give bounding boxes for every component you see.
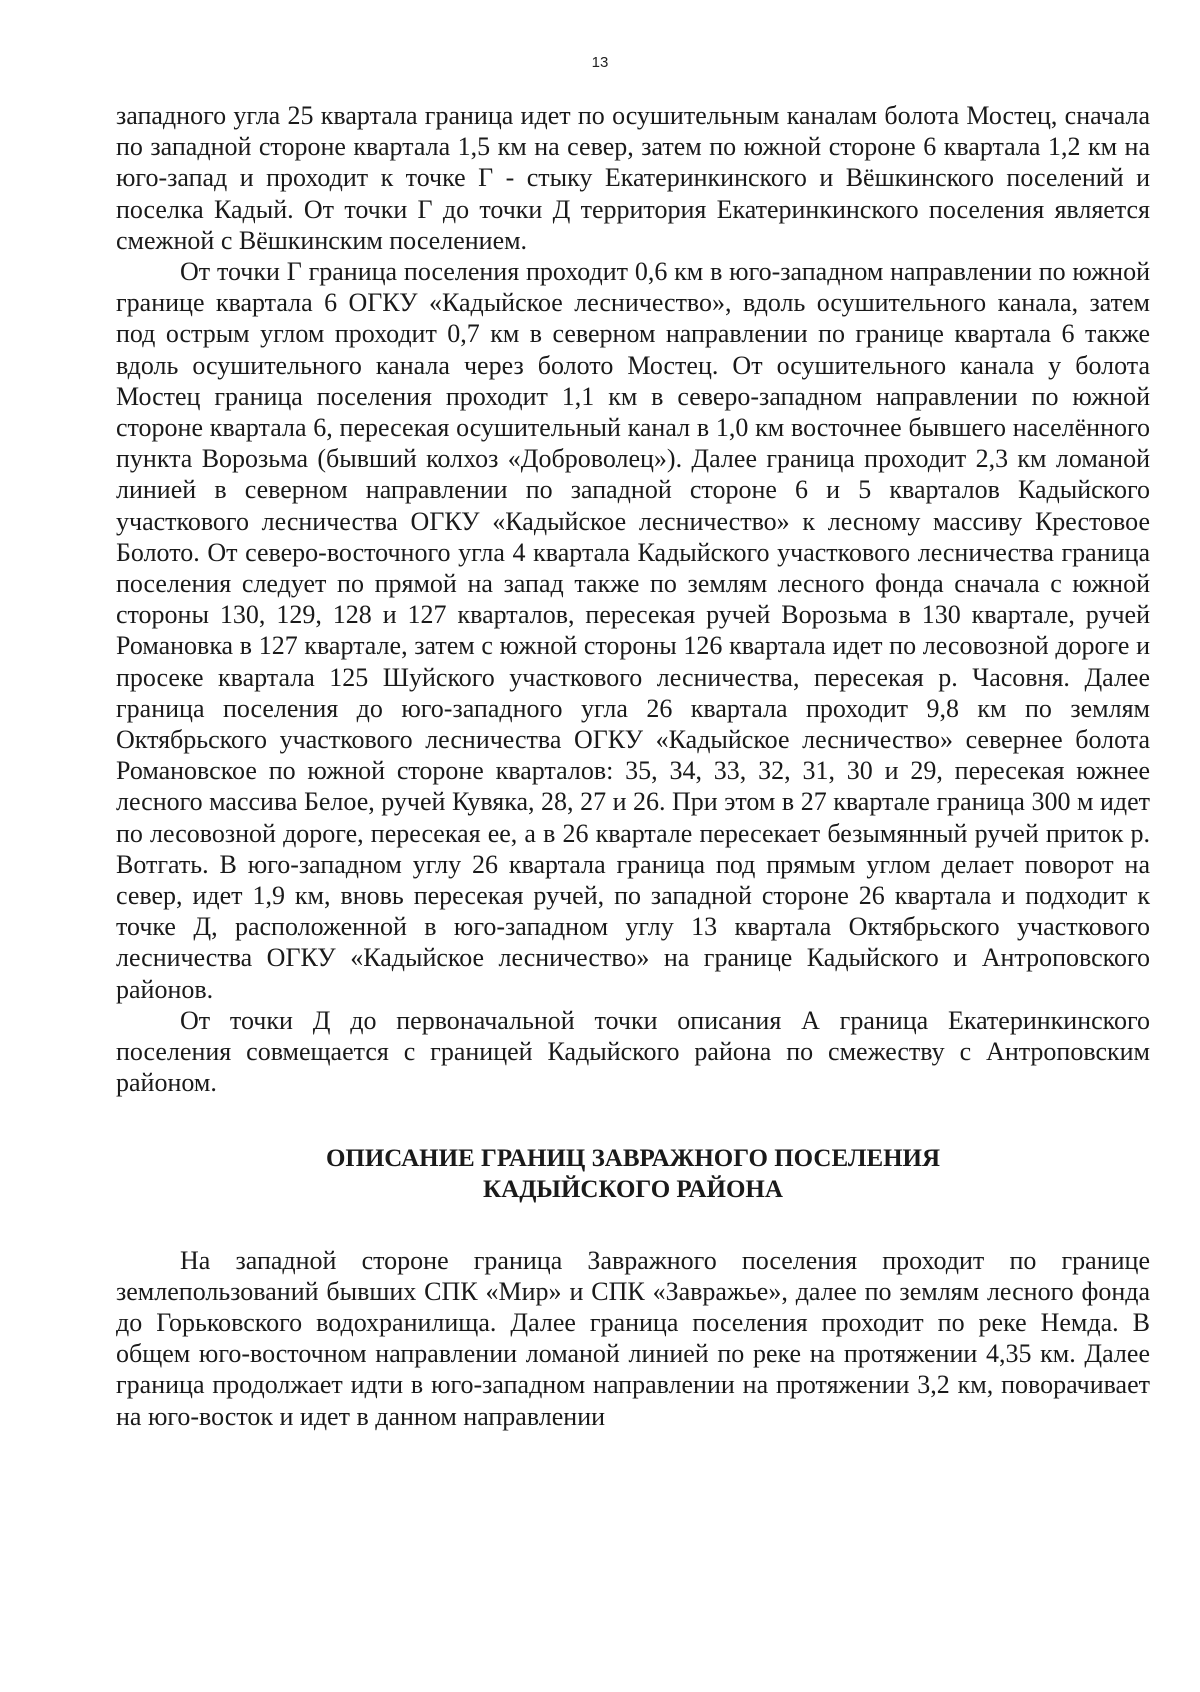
page-number: 13 — [591, 54, 609, 71]
section-heading-line-2: КАДЫЙСКОГО РАЙОНА — [483, 1175, 783, 1203]
section-heading-line-1: ОПИСАНИЕ ГРАНИЦ ЗАВРАЖНОГО ПОСЕЛЕНИЯ — [325, 1144, 941, 1172]
document-body — [116, 100, 1150, 1432]
section-paragraph: На западной стороне граница Завражного поселения проходит по границе землепользований бывших СПК «Мир» и СПК «Завражье», далее по землям лесного фонда до Горьковского водохранилища. Далее граница поселения проходит по реке Немда. В общем юго-восточном направлении ломаной линией по реке на протяжении 4,35 км. Далее граница продолжает идти в юго-западном направлении на протяжении 3,2 км, поворачивает на юго-восток и идет в данном направлении — [116, 1245, 1150, 1431]
section-heading — [116, 1143, 1150, 1205]
paragraph-continuation: западного угла 25 квартала граница идет по осушительным каналам болота Мостец, сначала по западной стороне квартала 1,5 км на север, затем по южной стороне 6 квартала 1,2 км на юго-запад и проходит к точке Г - стыку Екатеринкинского и Вёшкинского поселений и поселка Кадый. От точки Г до точки Д территория Екатеринкинского поселения является смежной с Вёшкинским поселением. — [116, 101, 1150, 255]
paragraph-boundary-closing: От точки Д до первоначальной точки описания А граница Екатеринкинского поселения совмещается с границей Кадыйского района по смежеству с Антроповским районом. — [116, 1005, 1150, 1098]
paragraph-boundary-description: От точки Г граница поселения проходит 0,6 км в юго-западном направлении по южной границе квартала 6 ОГКУ «Кадыйское лесничество», вдоль осушительного канала, затем под острым углом проходит 0,7 км в северном направлении по границе квартала 6 также вдоль осушительного канала через болото Мостец. От осушительного канала у болота Мостец граница поселения проходит 1,1 км в северо-западном направлении по южной стороне квартала 6, пересекая осушительный канал в 1,0 км восточнее бывшего населённого пункта Ворозьма (бывший колхоз «Доброволец»). Далее граница проходит 2,3 км ломаной линией в северном направлении по западной стороне 6 и 5 кварталов Кадыйского участкового лесничества ОГКУ «Кадыйское лесничество» к лесному массиву Крестовое Болото. От северо-восточного угла 4 квартала Кадыйского участкового лесничества граница поселения следует по прямой на запад также по землям лесного фонда сначала с южной стороны 130, 129, 128 и 127 кварталов, пересекая ручей Ворозьма в 130 квартале, ручей Романовка в 127 квартале, затем с южной стороны 126 квартала идет по лесовозной дороге и просеке квартала 125 Шуйского участкового лесничества, пересекая р. Часовня. Далее граница поселения до юго-западного угла 26 квартала проходит 9,8 км по землям Октябрьского участкового лесничества ОГКУ «Кадыйское лесничество» севернее болота Романовское по южной стороне кварталов: 35, 34, 33, 32, 31, 30 и 29, пересекая южнее лесного массива Белое, ручей Кувяка, 28, 27 и 26. При этом в 27 квартале граница 300 м идет по лесовозной дороге, пересекая ее, а в 26 квартале пересекает безымянный ручей приток р. Вотгать. В юго-западном углу 26 квартала граница под прямым углом делает поворот на север, идет 1,9 км, вновь пересекая ручей, по западной стороне 26 квартала и подходит к точке Д, расположенной в юго-западном углу 13 квартала Октябрьского участкового лесничества ОГКУ «Кадыйское лесничество» на границе Кадыйского и Антроповского районов. — [116, 257, 1150, 1004]
